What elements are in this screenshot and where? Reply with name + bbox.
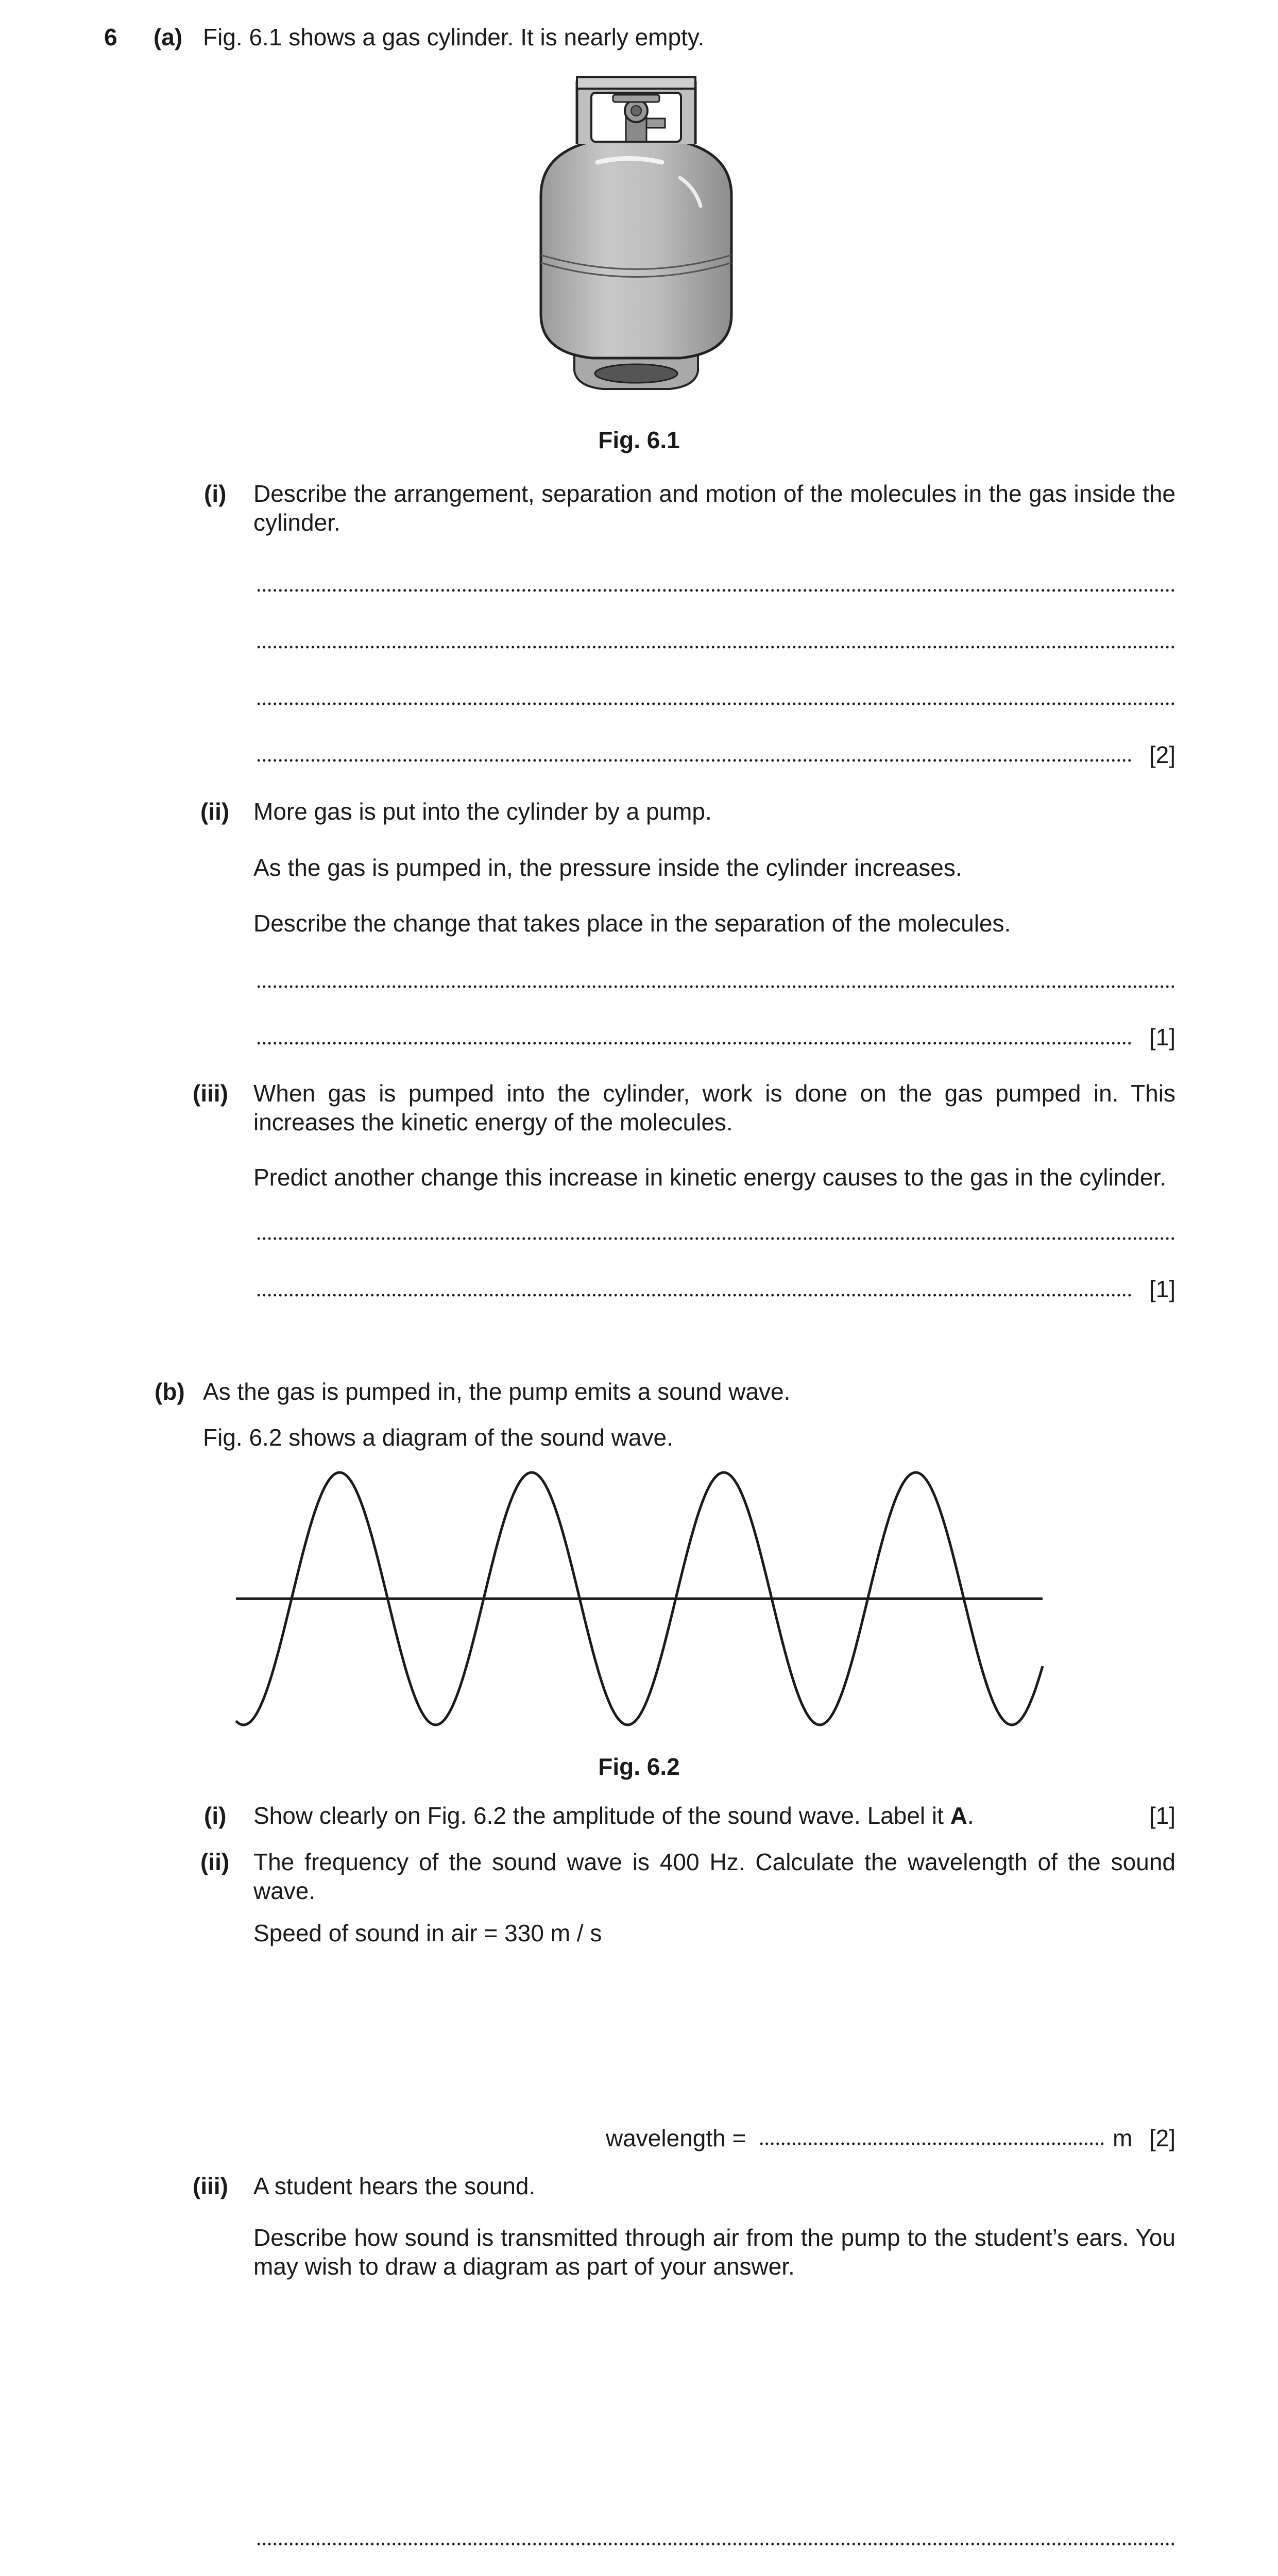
part-b-iii-text: A student hears the sound.: [253, 2173, 536, 2199]
given-speed-of-sound: Speed of sound in air = 330 m / s: [253, 1920, 602, 1946]
part-b-i-label: (i): [204, 1802, 227, 1829]
mark-allocation: [1]: [1149, 1802, 1175, 1829]
part-a-intro: Fig. 6.1 shows a gas cylinder. It is nearly empty.: [203, 24, 705, 50]
part-b-i-text-end: .: [967, 1802, 974, 1829]
part-a-i-text: Describe the arrangement, separation and motion of the molecules in the gas inside the cylinder.: [253, 480, 1175, 536]
part-a-iii-text: When gas is pumped into the cylinder, work is done on the gas pumped in. This increases the kinetic energy of the molecules.: [253, 1080, 1175, 1136]
part-a-label: (a): [154, 24, 183, 50]
amplitude-label-letter: A: [950, 1802, 967, 1829]
mark-allocation: [1]: [1149, 1024, 1175, 1050]
part-b-iii-label: (iii): [193, 2173, 228, 2199]
part-b-label: (b): [155, 1378, 185, 1405]
answer-line[interactable]: [256, 1294, 1132, 1297]
wavelength-unit: m: [1113, 2125, 1133, 2151]
wavelength-answer-line[interactable]: [759, 2142, 1105, 2145]
part-b-i-text: [253, 1801, 974, 1830]
part-a-iii-label: (iii): [193, 1080, 228, 1107]
answer-line[interactable]: [256, 589, 1174, 592]
mark-allocation: [1]: [1149, 1276, 1175, 1302]
answer-line[interactable]: [256, 1042, 1132, 1045]
mark-allocation: [2]: [1149, 741, 1175, 768]
answer-line[interactable]: [256, 1237, 1174, 1240]
part-a-i-label: (i): [204, 480, 227, 507]
mark-allocation: [2]: [1149, 2125, 1175, 2151]
fig-6-2-caption: Fig. 6.2: [598, 1753, 680, 1780]
answer-line[interactable]: [256, 759, 1132, 762]
fig-6-1-caption: Fig. 6.1: [598, 427, 680, 453]
part-a-ii-line3: Describe the change that takes place in the separation of the molecules.: [253, 910, 1011, 937]
part-b-intro: As the gas is pumped in, the pump emits a sound wave.: [203, 1378, 791, 1405]
sound-wave-curve: [236, 1472, 1043, 1725]
part-b-ii-text: The frequency of the sound wave is 400 Hz. Calculate the wavelength of the sound wave.: [253, 1849, 1175, 1904]
question-number: 6: [104, 24, 117, 50]
answer-line[interactable]: [256, 702, 1174, 705]
gas-cylinder-figure: [525, 72, 747, 402]
part-a-ii-line1: More gas is put into the cylinder by a pump.: [253, 798, 712, 825]
answer-line[interactable]: [256, 646, 1174, 649]
part-b-iii-text2: Describe how sound is transmitted through air from the pump to the student’s ears. You may wish to draw a diagram as part of your answer.: [253, 2224, 1175, 2280]
part-a-ii-label: (ii): [200, 798, 230, 825]
part-b-i-text-start: Show clearly on Fig. 6.2 the amplitude of the sound wave. Label it: [253, 1802, 950, 1829]
part-a-iii-text2: Predict another change this increase in kinetic energy causes to the gas in the cylinder.: [253, 1164, 1167, 1191]
answer-line[interactable]: [256, 985, 1174, 988]
wavelength-answer-label: wavelength =: [606, 2125, 746, 2151]
answer-line[interactable]: [256, 2543, 1174, 2546]
part-b-ii-label: (ii): [200, 1849, 230, 1875]
part-b-intro2: Fig. 6.2 shows a diagram of the sound wave.: [203, 1424, 673, 1451]
part-a-ii-line2: As the gas is pumped in, the pressure inside the cylinder increases.: [253, 854, 962, 881]
